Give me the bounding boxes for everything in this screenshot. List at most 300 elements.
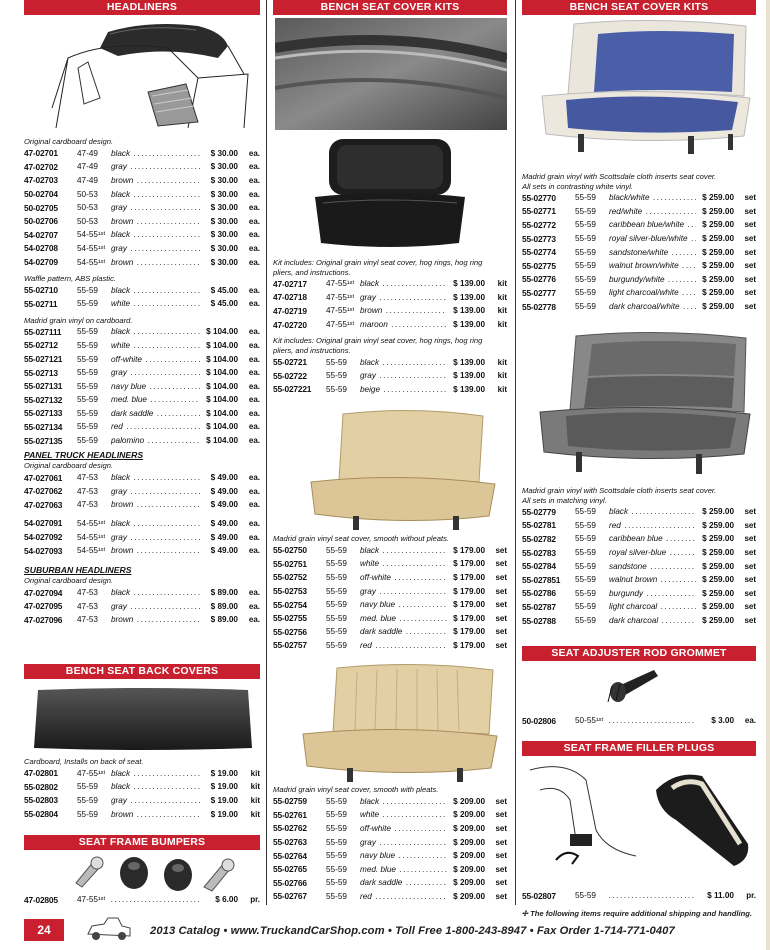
year-range: 55-59 [575, 602, 596, 612]
description: red/white ..... [609, 207, 696, 216]
product-row [522, 232, 756, 246]
year-range: 55-59 [575, 193, 596, 203]
year-range: 55-59 [326, 613, 347, 623]
year-range: 55-59 [326, 600, 347, 610]
price: $ 259.00 [702, 575, 734, 585]
year-range: 47-55¹ˢᵗ [326, 279, 355, 289]
unit: ea. [248, 601, 260, 611]
unit: set [495, 572, 507, 582]
product-row [24, 160, 260, 174]
year-range: 55-59 [575, 274, 596, 284]
description: light charcoal/white ..... [609, 288, 696, 297]
price: $ 259.00 [702, 247, 734, 257]
description: burgundy/white ..... [609, 275, 696, 284]
note: Original cardboard design. [24, 137, 114, 146]
unit: pr. [250, 895, 260, 905]
unit: ea. [248, 486, 260, 496]
year-range: 54-55¹ˢᵗ [77, 518, 106, 528]
product-row [522, 573, 756, 587]
price: $ 209.00 [453, 864, 485, 874]
product-row [273, 277, 507, 291]
unit: set [744, 302, 756, 312]
note: Madrid grain vinyl seat cover, smooth without pleats. [273, 534, 450, 543]
unit: set [495, 891, 507, 901]
description: med. blue ..... [111, 395, 200, 404]
description: maroon ..... [360, 320, 447, 329]
year-range: 55-59 [77, 368, 98, 378]
unit: ea. [248, 532, 260, 542]
seat-kits-title-right: BENCH SEAT COVER KITS [522, 0, 756, 15]
description: gray ..... [111, 203, 200, 212]
year-range: 47-49 [77, 175, 98, 185]
product-row [522, 889, 756, 903]
price: $ 139.00 [453, 357, 485, 367]
part-number: 55-02754 [273, 599, 307, 610]
product-row [24, 530, 260, 544]
product-row [24, 498, 260, 512]
bumpers-image [74, 853, 244, 893]
product-row [24, 586, 260, 600]
description: med. blue ..... [360, 614, 447, 623]
product-row [24, 807, 260, 821]
product-row [522, 273, 756, 287]
part-number: 55-02761 [273, 809, 307, 820]
part-number: 50-02706 [24, 216, 58, 227]
description: gray ..... [360, 587, 447, 596]
year-range: 50-53 [77, 203, 98, 213]
product-row [273, 611, 507, 625]
unit: set [744, 274, 756, 284]
year-range: 55-59 [326, 891, 347, 901]
part-number: 55-02784 [522, 561, 556, 572]
unit: set [495, 864, 507, 874]
part-number: 54-027091 [24, 518, 63, 529]
part-number: 55-02710 [24, 285, 58, 296]
price: $ 30.00 [210, 148, 238, 158]
product-row [522, 259, 756, 273]
description: black ..... [360, 797, 447, 806]
product-row [24, 420, 260, 434]
description: black ..... [609, 507, 696, 516]
product-row [24, 255, 260, 269]
kits-mid-list-3 [273, 785, 507, 903]
price: $ 209.00 [453, 796, 485, 806]
unit: ea. [248, 257, 260, 267]
unit: set [495, 559, 507, 569]
product-row [273, 808, 507, 822]
blue-white-bench-seat-image [538, 18, 754, 164]
part-number: 55-02713 [24, 367, 58, 378]
note: Madrid grain vinyl with Scottsdale cloth inserts seat cover. [522, 486, 717, 495]
unit: ea. [248, 381, 260, 391]
part-number: 55-02772 [522, 219, 556, 230]
year-range: 55-59 [77, 782, 98, 792]
page-edge [766, 0, 770, 950]
unit: kit [497, 384, 507, 394]
part-number: 50-02806 [522, 715, 556, 726]
year-range: 55-59 [77, 395, 98, 405]
description: black ..... [111, 149, 200, 158]
year-range: 47-53 [77, 615, 98, 625]
description: off-white ..... [360, 824, 447, 833]
unit: set [744, 247, 756, 257]
product-row [24, 352, 260, 366]
year-range: 55-59 [575, 575, 596, 585]
filler-list [522, 889, 756, 903]
part-number: 55-027133 [24, 408, 63, 419]
unit: ea. [248, 299, 260, 309]
product-row [24, 794, 260, 808]
part-number: 55-02767 [273, 891, 307, 902]
description: walnut brown ..... [609, 575, 696, 584]
product-row [522, 546, 756, 560]
part-number: 55-02766 [273, 877, 307, 888]
part-number: 55-027132 [24, 394, 63, 405]
product-row [522, 191, 756, 205]
unit: ea. [248, 148, 260, 158]
product-row [522, 519, 756, 533]
description: navy blue ..... [111, 382, 200, 391]
part-number: 55-02759 [273, 796, 307, 807]
description: black ..... [111, 327, 200, 336]
year-range: 55-59 [326, 627, 347, 637]
product-row [24, 201, 260, 215]
part-number: 55-02778 [522, 301, 556, 312]
price: $ 11.00 [707, 891, 734, 901]
year-range: 50-53 [77, 189, 98, 199]
price: $ 30.00 [210, 162, 238, 172]
part-number: 47-027061 [24, 472, 63, 483]
part-number: 55-02777 [522, 287, 556, 298]
year-range: 55-59 [575, 261, 596, 271]
price: $ 259.00 [702, 616, 734, 626]
back-covers-title: BENCH SEAT BACK COVERS [24, 664, 260, 679]
description: dark charcoal/white ..... [609, 302, 696, 311]
unit: ea. [248, 368, 260, 378]
price: $ 6.00 [215, 895, 238, 905]
part-number: 55-02781 [522, 520, 556, 531]
price: $ 30.00 [210, 175, 238, 185]
price: $ 259.00 [702, 274, 734, 284]
year-range: 50-55¹ˢᵗ [575, 716, 604, 726]
price: $ 3.00 [711, 716, 734, 726]
part-number: 55-02782 [522, 533, 556, 544]
price: $ 259.00 [702, 302, 734, 312]
note: Cardboard, Installs on back of seat. [24, 757, 144, 766]
part-number: 47-02805 [24, 894, 58, 905]
unit: set [744, 602, 756, 612]
unit: kit [497, 279, 507, 289]
product-row [24, 407, 260, 421]
product-row [522, 205, 756, 219]
price: $ 30.00 [210, 203, 238, 213]
year-range: 55-59 [575, 247, 596, 257]
grommet-list [522, 714, 756, 728]
description: dark saddle ..... [360, 627, 447, 636]
description: brown ..... [111, 546, 200, 555]
year-range: 55-59 [326, 357, 347, 367]
year-range: 55-59 [326, 851, 347, 861]
price: $ 259.00 [702, 206, 734, 216]
unit: kit [497, 292, 507, 302]
unit: set [495, 627, 507, 637]
price: $ 179.00 [453, 600, 485, 610]
price: $ 89.00 [210, 615, 238, 625]
price: $ 30.00 [210, 189, 238, 199]
year-range: 55-59 [326, 559, 347, 569]
year-range: 55-59 [326, 837, 347, 847]
unit: kit [250, 809, 260, 819]
description [111, 895, 200, 904]
part-number: 47-02720 [273, 319, 307, 330]
product-row [24, 600, 260, 614]
price: $ 89.00 [210, 588, 238, 598]
year-range: 47-55¹ˢᵗ [77, 895, 106, 905]
seat-kits-title-middle: BENCH SEAT COVER KITS [273, 0, 507, 15]
unit: set [495, 878, 507, 888]
part-number: 55-02757 [273, 640, 307, 651]
part-number: 55-02779 [522, 506, 556, 517]
price: $ 19.00 [210, 795, 238, 805]
price: $ 104.00 [206, 354, 238, 364]
part-number: 54-02707 [24, 229, 58, 240]
year-range: 55-59 [575, 588, 596, 598]
description: sandstone ..... [609, 562, 696, 571]
product-row [273, 584, 507, 598]
note: Original cardboard design. [24, 576, 114, 586]
price: $ 209.00 [453, 837, 485, 847]
unit: kit [497, 306, 507, 316]
unit: set [495, 810, 507, 820]
description: brown ..... [360, 306, 447, 315]
bumpers-title: SEAT FRAME BUMPERS [24, 835, 260, 850]
year-range: 55-59 [77, 422, 98, 432]
price: $ 89.00 [210, 601, 238, 611]
product-row [24, 242, 260, 256]
part-number: 47-02801 [24, 768, 58, 779]
footer-contact-line: 2013 Catalog • www.TruckandCarShop.com • Toll Free 1-800-243-8947 • Fax Order 1-714-771-0407 [150, 925, 675, 937]
price: $ 209.00 [453, 810, 485, 820]
description: dark charcoal ..... [609, 616, 696, 625]
year-range: 47-53 [77, 601, 98, 611]
year-range: 55-59 [77, 340, 98, 350]
description [609, 716, 696, 725]
price: $ 179.00 [453, 640, 485, 650]
unit: ea. [248, 546, 260, 556]
price: $ 49.00 [210, 532, 238, 542]
year-range: 47-55¹ˢᵗ [77, 768, 106, 778]
year-range: 55-59 [77, 285, 98, 295]
year-range: 55-59 [575, 206, 596, 216]
product-row [522, 559, 756, 573]
product-row [522, 714, 756, 728]
price: $ 104.00 [206, 368, 238, 378]
product-row [24, 517, 260, 531]
vinyl-texture-image [275, 18, 507, 130]
unit: set [744, 206, 756, 216]
description: royal silver-blue/white ..... [609, 234, 696, 243]
kits-mid-list-2 [273, 534, 507, 652]
year-range: 55-59 [575, 561, 596, 571]
part-number: 55-02753 [273, 586, 307, 597]
part-number: 47-027063 [24, 499, 63, 510]
part-number: 55-027111 [24, 326, 62, 337]
unit: set [495, 586, 507, 596]
year-range: 55-59 [575, 616, 596, 626]
note: Waffle pattern, ABS plastic. [24, 273, 117, 283]
description: black ..... [111, 230, 200, 239]
part-number: 55-02787 [522, 601, 556, 612]
description: brown ..... [111, 217, 200, 226]
part-number: 55-027221 [273, 384, 312, 395]
product-row [522, 218, 756, 232]
note: All sets in matching vinyl. [522, 495, 607, 505]
kits-right-list-1 [522, 172, 756, 313]
product-row [273, 822, 507, 836]
description: caribbean blue/white ..... [609, 220, 696, 229]
part-number: 55-02771 [522, 206, 556, 217]
product-row [24, 471, 260, 485]
part-number: 55-02762 [273, 823, 307, 834]
black-bench-seat-image [309, 135, 471, 255]
unit: ea. [248, 473, 260, 483]
description: black ..... [111, 473, 200, 482]
description: black ..... [360, 358, 447, 367]
unit: ea. [248, 327, 260, 337]
product-row [24, 325, 260, 339]
description: red ..... [111, 422, 200, 431]
unit: ea. [248, 500, 260, 510]
price: $ 49.00 [210, 486, 238, 496]
part-number: 55-027851 [522, 574, 561, 585]
price: $ 49.00 [210, 473, 238, 483]
part-number: 55-02803 [24, 795, 58, 806]
unit: set [744, 288, 756, 298]
unit: set [495, 600, 507, 610]
part-number: 55-02752 [273, 572, 307, 583]
year-range: 47-53 [77, 486, 98, 496]
year-range: 55-59 [575, 891, 596, 901]
part-number: 47-02717 [273, 278, 307, 289]
product-row [273, 383, 507, 397]
part-number: 55-02788 [522, 615, 556, 626]
part-number: 55-02722 [273, 370, 307, 381]
year-range: 55-59 [326, 545, 347, 555]
part-number: 55-02775 [522, 260, 556, 271]
product-row [522, 532, 756, 546]
product-row [273, 849, 507, 863]
unit: set [744, 520, 756, 530]
product-row [24, 228, 260, 242]
price: $ 104.00 [206, 422, 238, 432]
unit: set [744, 548, 756, 558]
price: $ 259.00 [702, 220, 734, 230]
part-number: 55-02712 [24, 340, 58, 351]
price: $ 49.00 [210, 546, 238, 556]
unit: ea. [248, 408, 260, 418]
product-row [273, 639, 507, 653]
note: Original cardboard design. [24, 461, 114, 471]
product-row [273, 862, 507, 876]
year-range: 55-59 [77, 436, 98, 446]
note: Madrid grain vinyl with Scottsdale cloth inserts seat cover. [522, 172, 717, 181]
product-row [24, 379, 260, 393]
year-range: 55-59 [77, 408, 98, 418]
part-number: 55-02765 [273, 864, 307, 875]
part-number: 55-02804 [24, 809, 58, 820]
description: burgundy ..... [609, 589, 696, 598]
unit: set [495, 545, 507, 555]
year-range: 47-55¹ˢᵗ [326, 292, 355, 302]
unit: ea. [248, 436, 260, 446]
description: walnut brown/white ..... [609, 261, 696, 270]
unit: set [495, 823, 507, 833]
price: $ 259.00 [702, 534, 734, 544]
product-row [273, 369, 507, 383]
year-range: 55-59 [575, 288, 596, 298]
price: $ 209.00 [453, 878, 485, 888]
description: med. blue ..... [360, 865, 447, 874]
part-number: 55-02807 [522, 890, 556, 901]
part-number: 47-027062 [24, 486, 63, 497]
part-number: 47-02719 [273, 305, 307, 316]
headliners-title: HEADLINERS [24, 0, 260, 15]
year-range: 47-49 [77, 148, 98, 158]
year-range: 54-55¹ˢᵗ [77, 243, 106, 253]
year-range: 55-59 [326, 823, 347, 833]
column-divider [266, 0, 267, 905]
unit: set [744, 220, 756, 230]
part-number: 54-02708 [24, 243, 58, 254]
product-row [24, 297, 260, 311]
note: Kit includes: Original grain vinyl seat cover, hog rings, hog ring pliers, and instructions. [273, 336, 483, 355]
back-cover-image [30, 686, 256, 752]
product-row [522, 245, 756, 259]
year-range: 50-53 [77, 216, 98, 226]
note: Madrid grain vinyl on cardboard. [24, 315, 133, 325]
filler-plugs-image [526, 760, 756, 882]
product-row [24, 366, 260, 380]
description: sandstone/white ..... [609, 248, 696, 257]
product-row [24, 767, 260, 781]
year-range: 55-59 [77, 809, 98, 819]
unit: kit [250, 768, 260, 778]
price: $ 179.00 [453, 559, 485, 569]
headliner-image [48, 18, 258, 136]
year-range: 54-55¹ˢᵗ [77, 257, 106, 267]
part-number: 47-02701 [24, 148, 58, 159]
part-number: 55-02755 [273, 613, 307, 624]
description: gray ..... [111, 533, 200, 542]
year-range: 47-53 [77, 473, 98, 483]
product-row [24, 780, 260, 794]
year-range: 55-59 [575, 507, 596, 517]
product-row [24, 147, 260, 161]
price: $ 259.00 [702, 602, 734, 612]
description: gray ..... [360, 371, 447, 380]
year-range: 55-59 [326, 586, 347, 596]
unit: ea. [248, 518, 260, 528]
part-number: 55-02776 [522, 274, 556, 285]
product-row [24, 544, 260, 558]
note: Kit includes: Original grain vinyl seat cover, hog rings, hog ring pliers, and instructions. [273, 258, 483, 277]
unit: ea. [248, 285, 260, 295]
part-number: 50-02705 [24, 202, 58, 213]
grommet-title: SEAT ADJUSTER ROD GROMMET [522, 646, 756, 661]
description: black ..... [111, 782, 200, 791]
product-row [522, 300, 756, 314]
product-row [273, 625, 507, 639]
